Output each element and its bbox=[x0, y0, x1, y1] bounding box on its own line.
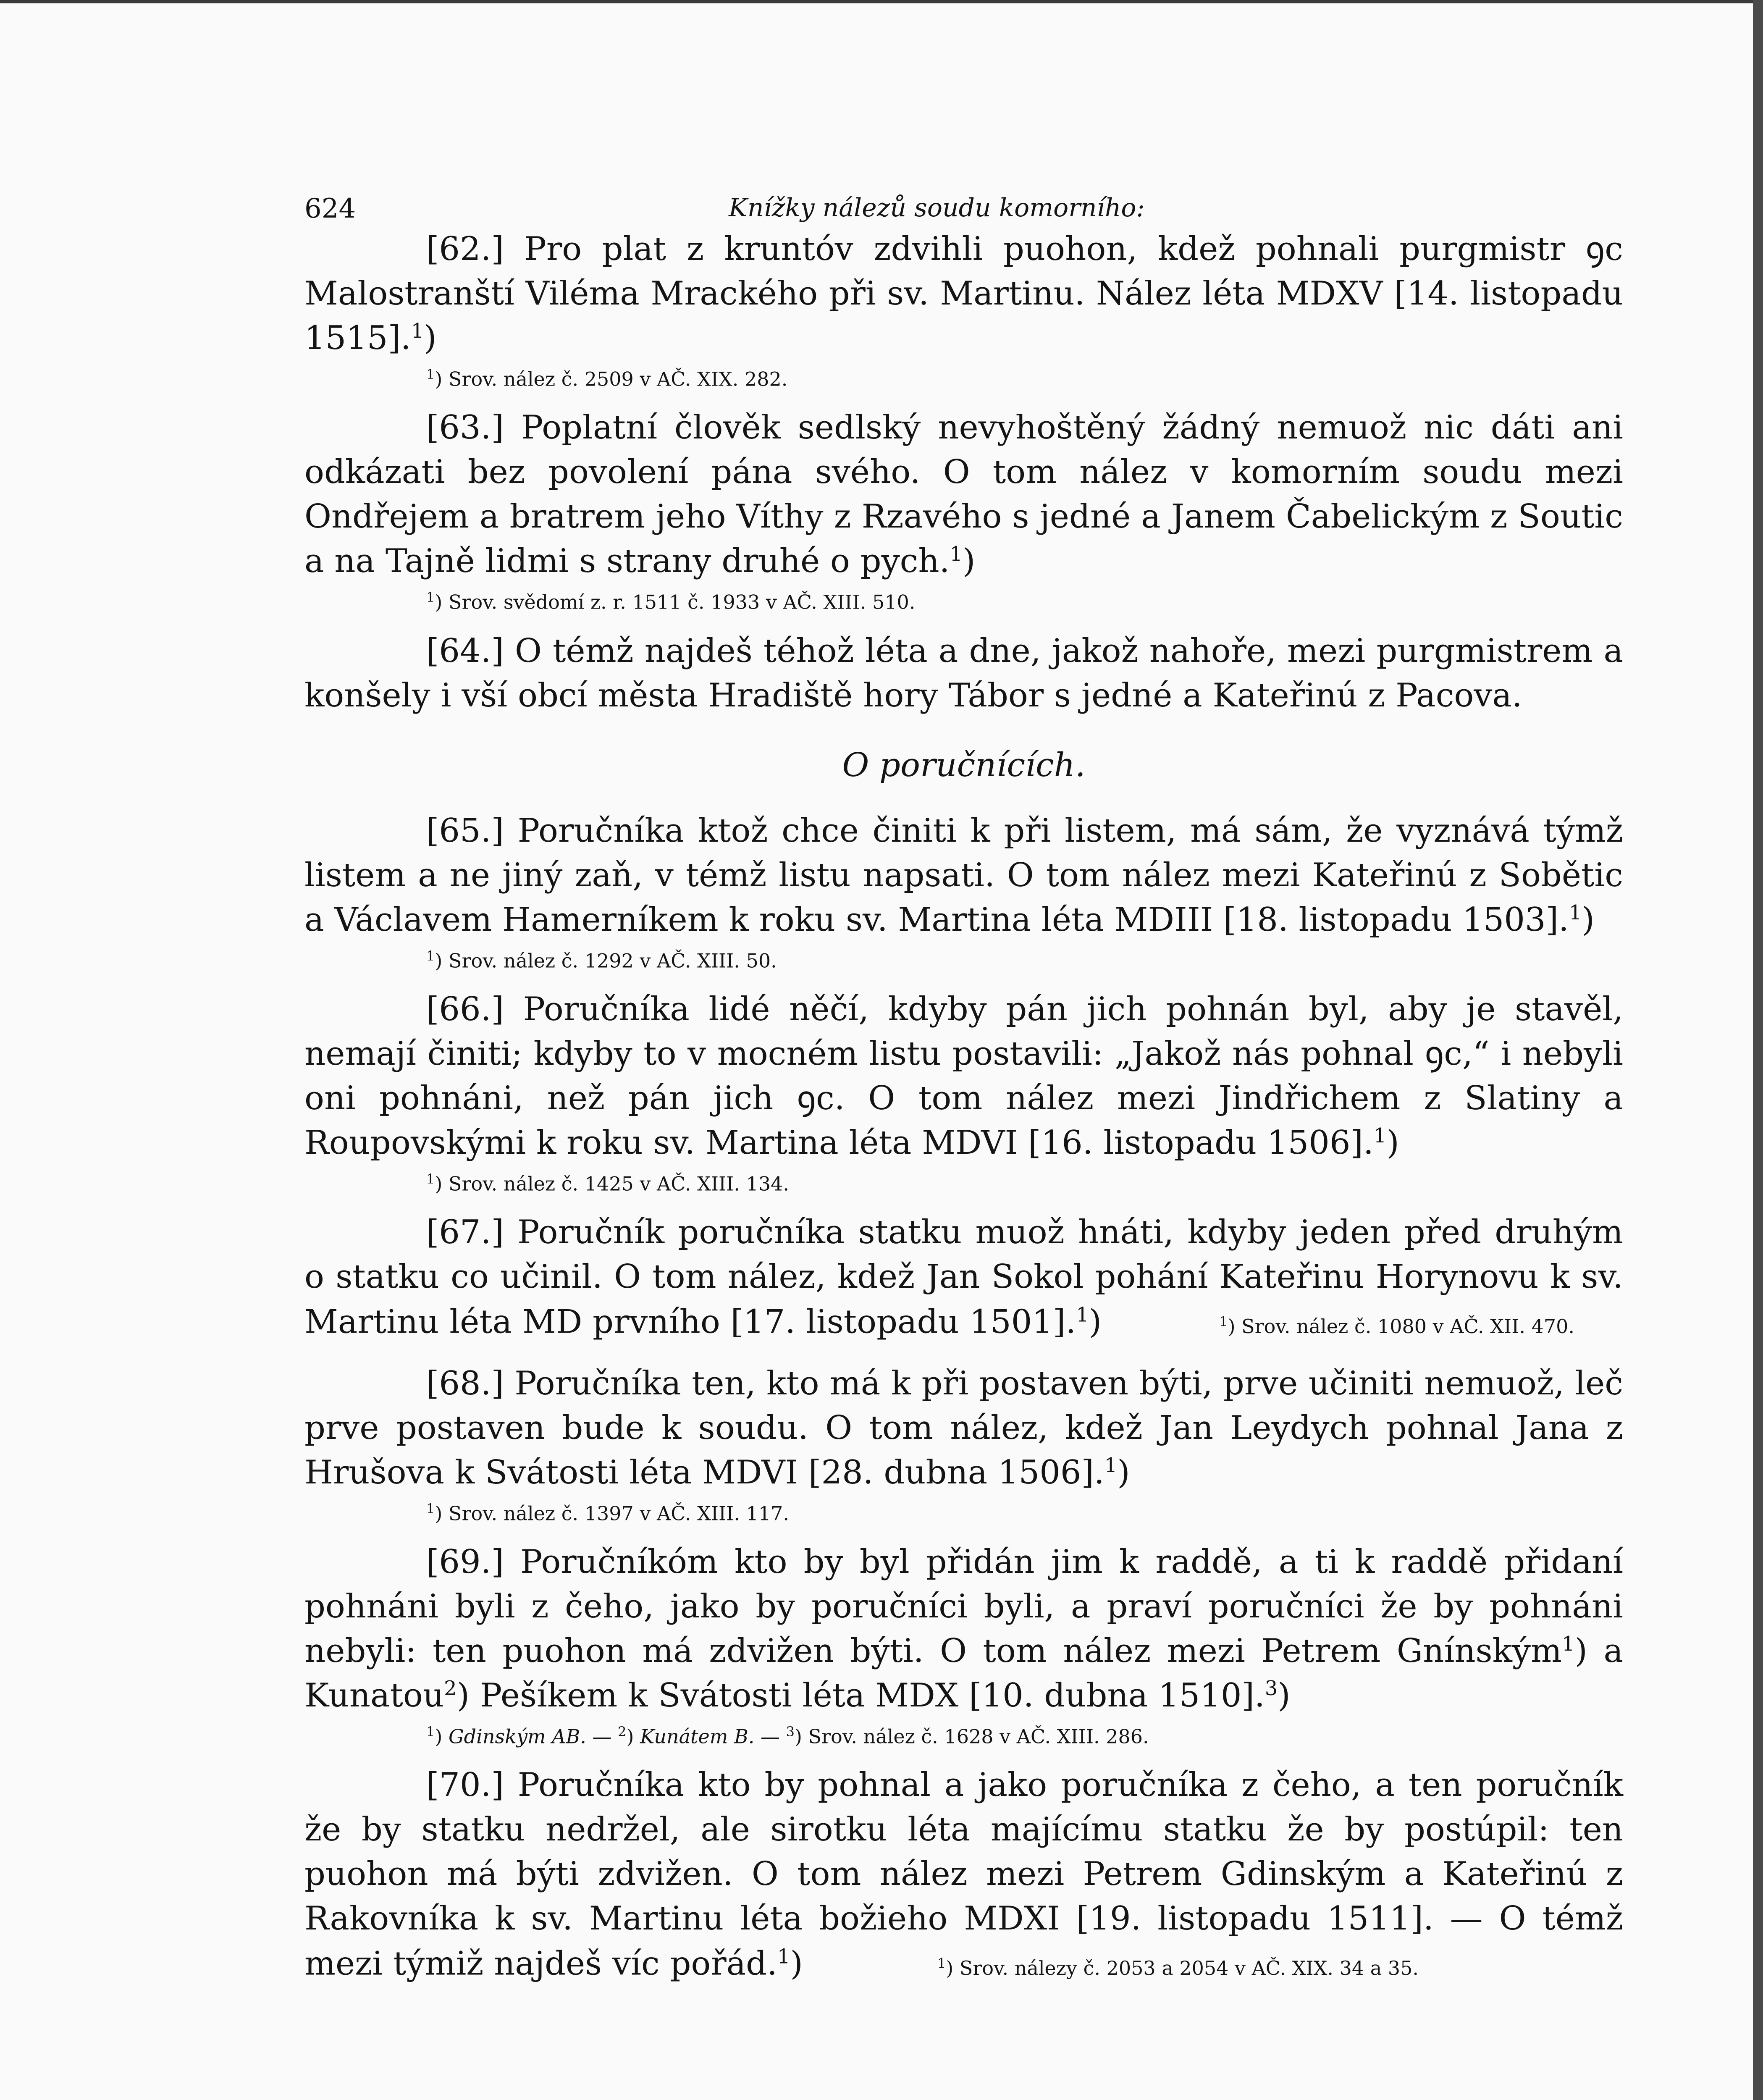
entry-text: Pešíkem k Svátosti léta MDX [10. dubna 1510]. bbox=[480, 1676, 1265, 1714]
footnote: $^1$) Srov. nález č. 1397 v AČ. XIII. 117. bbox=[426, 1500, 790, 1525]
entry-text: O témž najdeš téhož léta a dne, jakož nahoře, mezi purgmistrem a konšely i vší obcí města Hradiště hory Tábor s jedné a Kateřinú z Pacova. bbox=[304, 632, 1624, 714]
entry-text: Poručník poručníka statku muož hnáti, kdyby jeden před druhým o statku co učinil. O tom nález, kdež Jan Sokol pohání Kateřinu Horynovu k sv. Martinu léta MD prvního [17. listopadu 1501]. bbox=[304, 1213, 1623, 1341]
footnote-marker: 1 bbox=[1104, 1453, 1118, 1477]
page-header bbox=[304, 185, 1623, 227]
entry-66: [66.] Poručníka lidé něčí, kdyby pán jich pohnán byl, aby je stavěl, nemají činiti; kdyby to v mocném listu postavili: „Jakož nás pohnal ꝯc,“ i nebyli oni pohnáni, než pán jich ꝯc. O tom nález mezi Jindřichem z Slatiny a Roupovskými k roku sv. Martina léta MDVI [16. listopadu 1506].$^1$) bbox=[304, 990, 1623, 1162]
entry-64 bbox=[304, 629, 1623, 718]
entry-text: Poručníkóm kto by byl přidán jim k raddě, a ti k raddě přidaní pohnáni byli z čeho, jako by poručníci byli, a praví poručníci že by pohnáni nebyli: ten puohon má zdvižen býti. O tom nález mezi Petrem Gnínským bbox=[304, 1543, 1623, 1670]
entry-number: [68.] bbox=[426, 1364, 504, 1402]
scan-border-top bbox=[0, 0, 1763, 3]
footnote: $^1$) Srov. svědomí z. r. 1511 č. 1933 v AČ. XIII. 510. bbox=[426, 589, 916, 614]
footnote-inline: $^1$) Srov. nálezy č. 2053 a 2054 v AČ. XIX. 34 a 35. bbox=[937, 1955, 1419, 1979]
footnote-marker: 1 bbox=[411, 319, 424, 343]
entry-number: [67.] bbox=[426, 1213, 504, 1252]
footnote: $^1$) Srov. nález č. 1292 v AČ. XIII. 50. bbox=[426, 948, 777, 972]
entry-65: [65.] Poručníka ktož chce činiti k při listem, má sám, že vyznává týmž listem a ne jiný zaň, v témž listu napsati. O tom nález mezi Kateřinú z Sobětic a Václavem Hamerníkem k roku sv. Martina léta MDIII [18. listopadu 1503].$^1$) bbox=[304, 811, 1624, 939]
entry-number: [63.] bbox=[426, 409, 504, 447]
footnote-marker: 1 bbox=[1569, 900, 1582, 924]
running-title: Knížky nálezů soudu komorního: bbox=[729, 193, 1145, 223]
entry-69: [69.] Poručníkóm kto by byl přidán jim k raddě, a ti k raddě přidaní pohnáni byli z čeho, jako by poručníci byli, a praví poručníci že by pohnáni nebyli: ten puohon má zdvižen býti. O tom nález mezi Petrem Gnínským$^1$) a Kunatou$^2$) Pešíkem k Svátosti léta MDX [10. dubna 1510].$^3$) bbox=[304, 1543, 1623, 1714]
footnote: $^1$) Srov. nález č. 2509 v AČ. XIX. 282. bbox=[426, 366, 788, 391]
entry-number: [69.] bbox=[426, 1543, 504, 1581]
entry-number: [65.] bbox=[426, 811, 504, 850]
footnote-marker: 1 bbox=[950, 542, 963, 566]
entry-number: [66.] bbox=[426, 990, 504, 1028]
entry-text: Poručníka ten, kto má k při postaven býti, prve učiniti nemuož, leč prve postaven bude k soudu. O tom nález, kdež Jan Leydych pohnal Jana z Hrušova k Svátosti léta MDVI [28. dubna 1506]. bbox=[304, 1364, 1623, 1491]
entry-text: Poplatní člověk sedlský nevyhoštěný žádný nemuož nic dáti ani odkázati bez povolení pána svého. O tom nález v komorním soudu mezi Ondřejem a bratrem jeho Víthy z Rzavého s jedné a Janem Čabelickým z Soutic a na Tajně lidmi s strany druhé o pych. bbox=[304, 409, 1623, 580]
entry-67: [67.] Poručník poručníka statku muož hnáti, kdyby jeden před druhým o statku co učinil. O tom nález, kdež Jan Sokol pohání Kateřinu Horynovu k sv. Martinu léta MD prvního [17. listopadu 1501].$^1$) $^1$) Srov. nález č. 1080 v AČ. XII. 470. bbox=[304, 1213, 1623, 1341]
page-number: 624 bbox=[304, 193, 356, 224]
footnote-marker: 2 bbox=[444, 1676, 457, 1700]
entry-68: [68.] Poručníka ten, kto má k při postaven býti, prve učiniti nemuož, leč prve postaven bude k soudu. O tom nález, kdež Jan Leydych pohnal Jana z Hrušova k Svátosti léta MDVI [28. dubna 1506].$^1$) bbox=[304, 1364, 1623, 1491]
entry-number: [70.] bbox=[426, 1766, 504, 1804]
footnote-marker: 1 bbox=[1561, 1632, 1575, 1656]
scan-border-right bbox=[1753, 0, 1763, 2100]
footnote-marker: 3 bbox=[1265, 1676, 1278, 1700]
footnote: $^1$) Gdinským AB. — $^2$) Kunátem B. — $^3$) Srov. nález č. 1628 v AČ. XIII. 286. bbox=[426, 1723, 1149, 1748]
entry-70: [70.] Poručníka kto by pohnal a jako poručníka z čeho, a ten poručník že by statku nedržel, ale sirotku léta majícímu statku že by postúpil: ten puohon má býti zdvižen. O tom nález mezi Petrem Gdinským a Kateřinú z Rakovníka k sv. Martinu léta božieho MDXI [19. listopadu 1511]. — O témž mezi týmiž najdeš víc pořád.$^1$) $^1$) Srov. nálezy č. 2053 a 2054 v AČ. XIX. 34 a 35. bbox=[304, 1766, 1623, 1983]
entry-number: [64.] bbox=[426, 632, 504, 670]
entry-62: [62.] Pro plat z kruntóv zdvihli puohon, kdež pohnali purgmistr ꝯc Malostranští Viléma Mrackého při sv. Martinu. Nález léta MDXV [14. listopadu 1515].$^1$) bbox=[304, 230, 1623, 357]
entry-63: [63.] Poplatní člověk sedlský nevyhoštěný žádný nemuož nic dáti ani odkázati bez povolení pána svého. O tom nález v komorním soudu mezi Ondřejem a bratrem jeho Víthy z Rzavého s jedné a Janem Čabelickým z Soutic a na Tajně lidmi s strany druhé o pych.$^1$) bbox=[304, 409, 1623, 580]
footnote-marker: 1 bbox=[1076, 1303, 1089, 1327]
footnote: $^1$) Srov. nález č. 1425 v AČ. XIII. 134. bbox=[426, 1171, 790, 1195]
entry-text: a Kunatou bbox=[304, 1632, 1623, 1714]
entry-text: Poručníka lidé něčí, kdyby pán jich pohnán byl, aby je stavěl, nemají činiti; kdyby to v mocném listu postavili: „Jakož nás pohnal ꝯc,“ i nebyli oni pohnáni, než pán jich ꝯc. O tom nález mezi Jindřichem z Slatiny a Roupovskými k roku sv. Martina léta MDVI [16. listopadu 1506]. bbox=[304, 990, 1623, 1162]
entry-number: [62.] bbox=[426, 230, 504, 268]
entry-text: Pro plat z kruntóv zdvihli puohon, kdež pohnali purgmistr ꝯc Malostranští Viléma Mrackého při sv. Martinu. Nález léta MDXV [14. listopadu 1515]. bbox=[304, 230, 1623, 357]
footnote-inline: $^1$) Srov. nález č. 1080 v AČ. XII. 470. bbox=[1219, 1313, 1575, 1338]
footnote-marker: 1 bbox=[777, 1945, 790, 1969]
footnote-marker: 1 bbox=[1373, 1124, 1387, 1147]
section-heading: O poručnících. bbox=[842, 746, 1086, 784]
entry-text: Poručníka ktož chce činiti k při listem, má sám, že vyznává týmž listem a ne jiný zaň, v témž listu napsati. O tom nález mezi Kateřinú z Sobětic a Václavem Hamerníkem k roku sv. Martina léta MDIII [18. listopadu 1503]. bbox=[304, 811, 1624, 939]
page-body bbox=[304, 185, 1623, 1990]
entry-text: Poručníka kto by pohnal a jako poručníka z čeho, a ten poručník že by statku nedržel, ale sirotku léta majícímu statku že by postúpil: ten puohon má býti zdvižen. O tom nález mezi Petrem Gdinským a Kateřinú z Rakovníka k sv. Martinu léta božieho MDXI [19. listopadu 1511]. — O témž mezi týmiž najdeš víc pořád. bbox=[304, 1766, 1623, 1983]
